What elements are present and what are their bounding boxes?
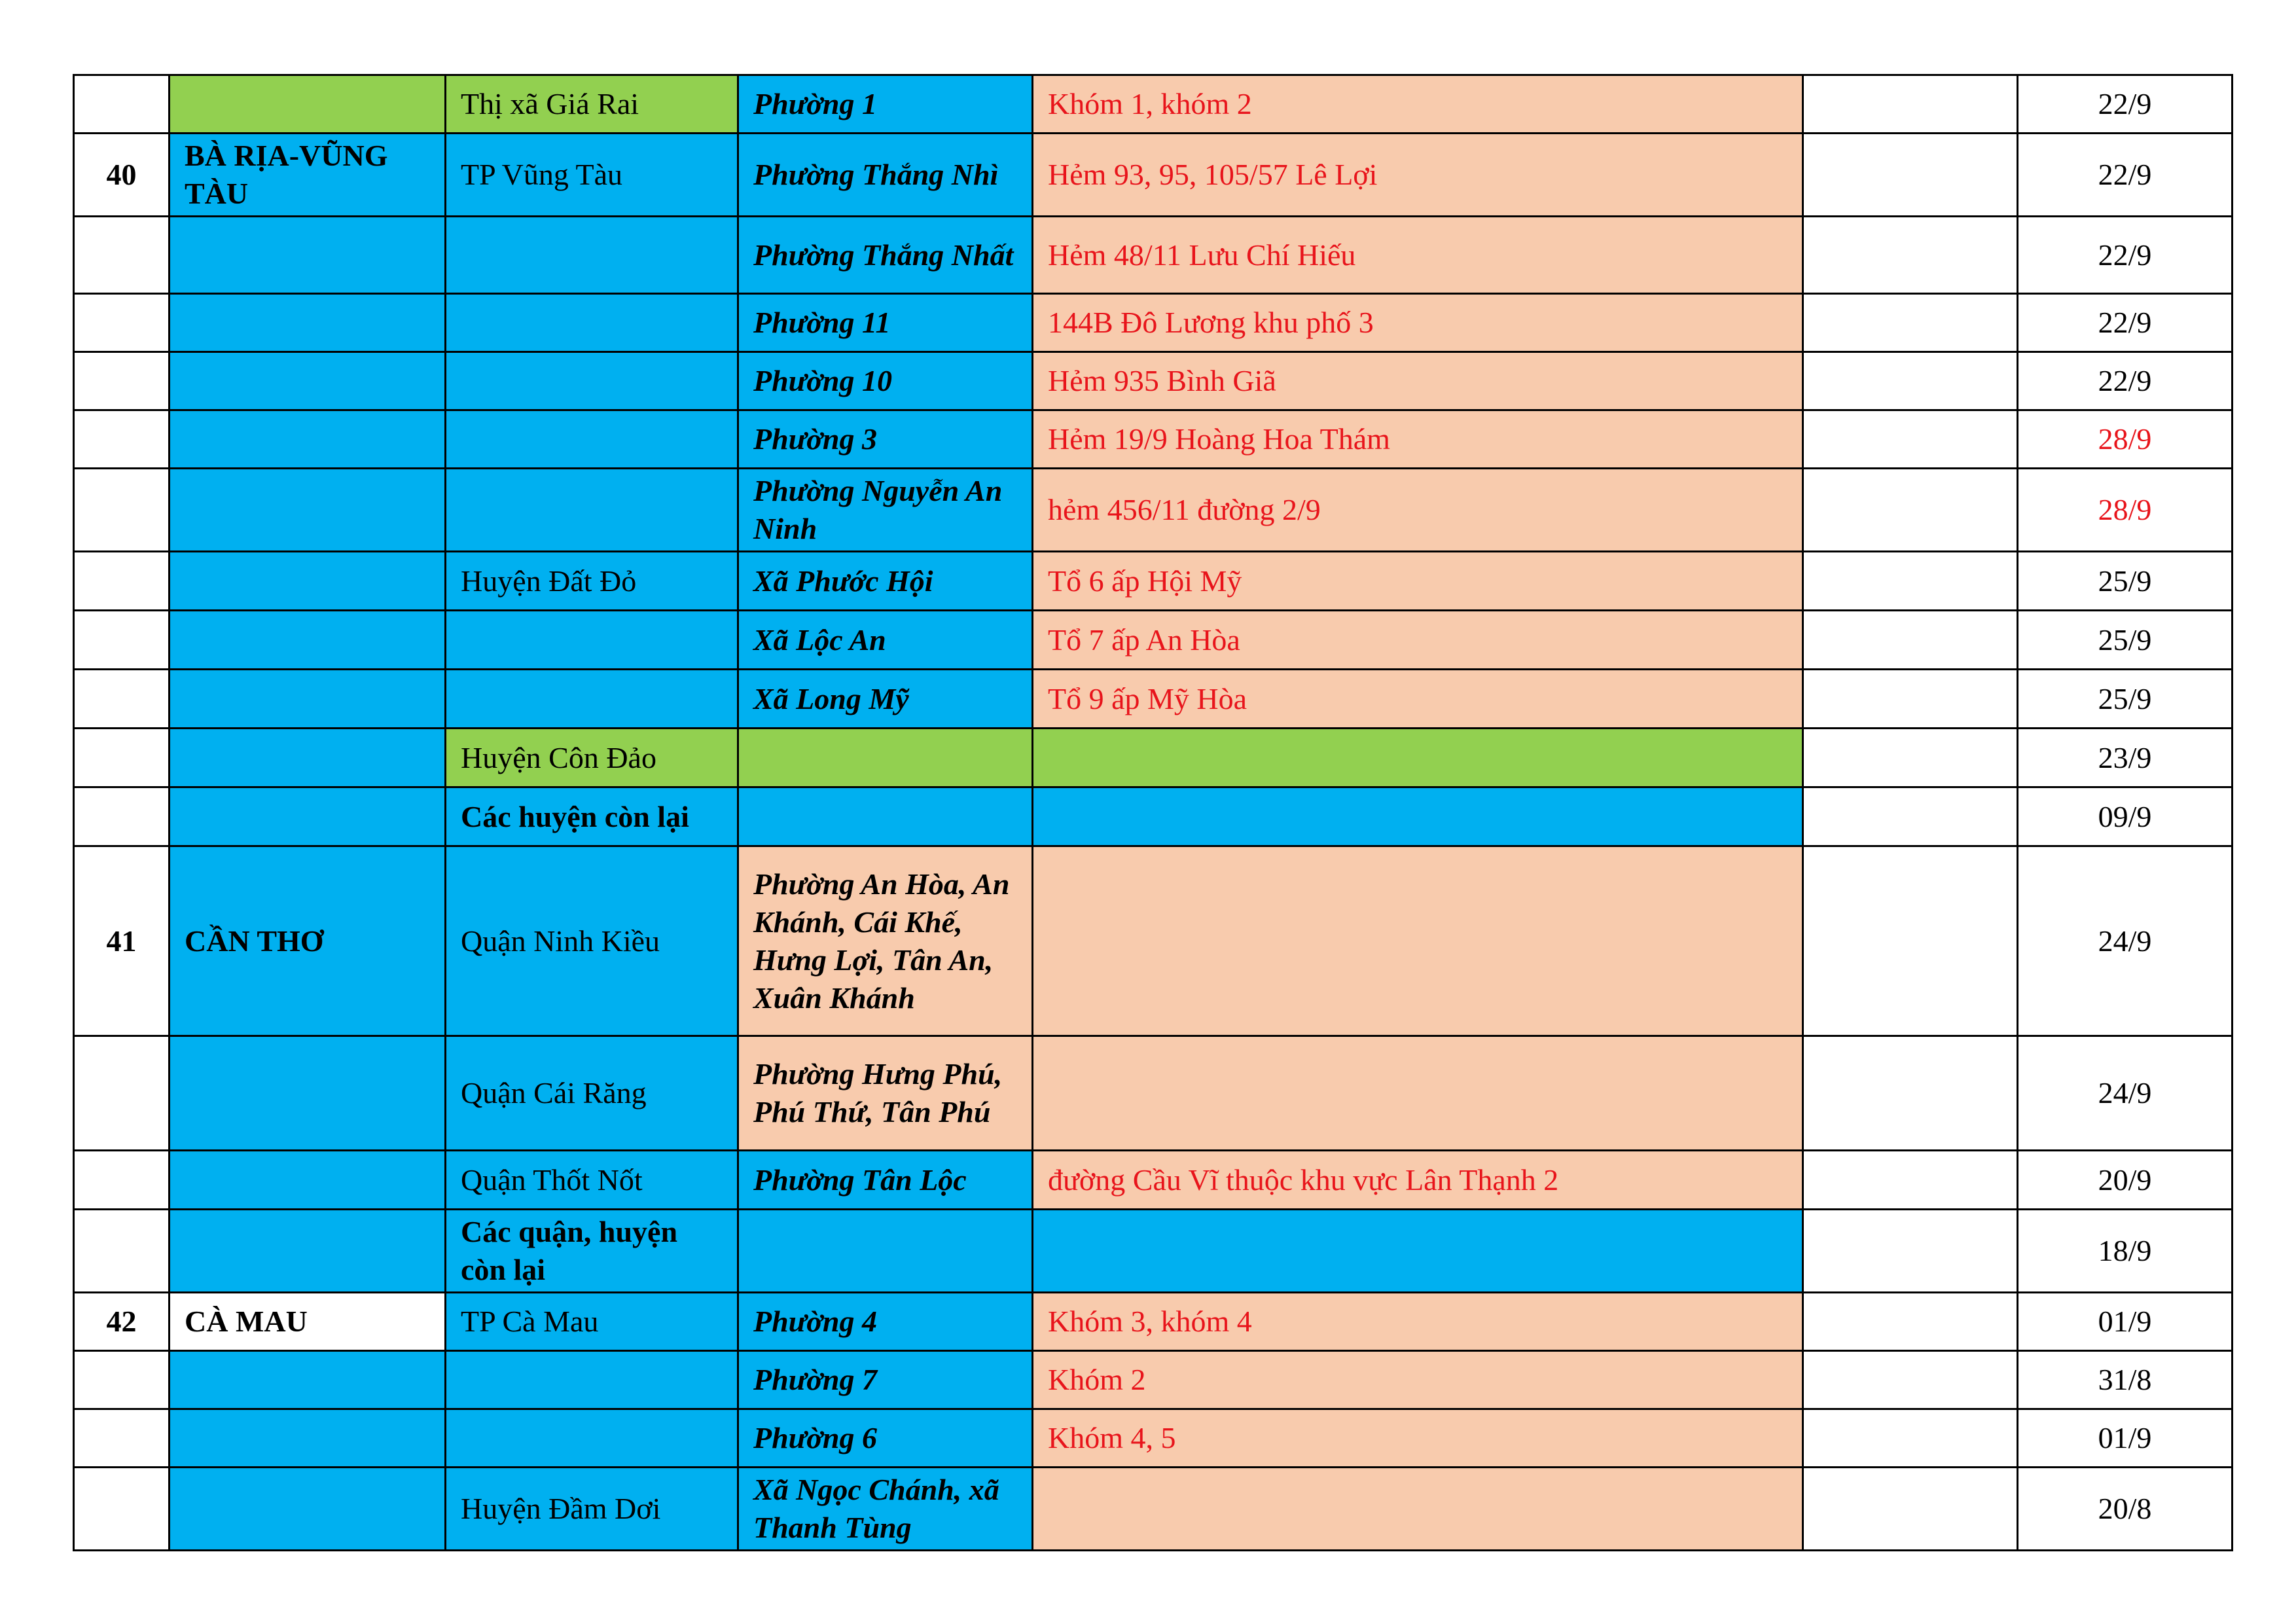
detail-cell: Khóm 2 — [1033, 1351, 1803, 1409]
stt-cell — [74, 1409, 170, 1468]
district-cell: TP Vũng Tàu — [446, 134, 738, 217]
note-cell — [1803, 469, 2018, 552]
stt-cell — [74, 75, 170, 134]
province-cell — [170, 1036, 446, 1151]
table-row — [74, 1468, 2233, 1551]
note-cell — [1803, 294, 2018, 352]
date-cell: 24/9 — [2018, 1036, 2233, 1151]
district-cell — [446, 670, 738, 729]
ward-cell: Phường Hưng Phú, Phú Thứ, Tân Phú — [738, 1036, 1033, 1151]
detail-cell — [1033, 787, 1803, 846]
ward-cell: Phường 11 — [738, 294, 1033, 352]
detail-cell: Hẻm 48/11 Lưu Chí Hiếu — [1033, 217, 1803, 294]
note-cell — [1803, 1293, 2018, 1351]
table-row — [74, 670, 2233, 729]
stt-cell: 41 — [74, 846, 170, 1036]
district-cell: TP Cà Mau — [446, 1293, 738, 1351]
district-cell — [446, 352, 738, 410]
province-cell — [170, 352, 446, 410]
note-cell — [1803, 1151, 2018, 1210]
note-cell — [1803, 729, 2018, 787]
note-cell — [1803, 846, 2018, 1036]
table-row — [74, 729, 2233, 787]
detail-cell — [1033, 1036, 1803, 1151]
date-cell: 20/9 — [2018, 1151, 2233, 1210]
date-cell: 22/9 — [2018, 294, 2233, 352]
province-cell — [170, 410, 446, 469]
detail-cell — [1033, 1468, 1803, 1551]
date-cell: 22/9 — [2018, 134, 2233, 217]
district-cell — [446, 611, 738, 670]
province-cell — [170, 1151, 446, 1210]
note-cell — [1803, 1036, 2018, 1151]
province-cell — [170, 1468, 446, 1551]
stt-cell — [74, 469, 170, 552]
detail-cell — [1033, 846, 1803, 1036]
district-cell: Quận Thốt Nốt — [446, 1151, 738, 1210]
date-cell: 18/9 — [2018, 1210, 2233, 1293]
stt-cell — [74, 352, 170, 410]
date-cell: 22/9 — [2018, 75, 2233, 134]
ward-cell: Phường Thắng Nhì — [738, 134, 1033, 217]
province-cell — [170, 294, 446, 352]
note-cell — [1803, 787, 2018, 846]
ward-cell: Phường Thắng Nhất — [738, 217, 1033, 294]
ward-cell: Phường An Hòa, An Khánh, Cái Khế, Hưng Lợi, Tân An, Xuân Khánh — [738, 846, 1033, 1036]
stt-cell — [74, 1468, 170, 1551]
table-row — [74, 294, 2233, 352]
covid-zones-table — [73, 74, 2233, 1551]
table-row — [74, 75, 2233, 134]
stt-cell — [74, 729, 170, 787]
detail-cell: Khóm 3, khóm 4 — [1033, 1293, 1803, 1351]
ward-cell: Phường Tân Lộc — [738, 1151, 1033, 1210]
table-row — [74, 1210, 2233, 1293]
note-cell — [1803, 670, 2018, 729]
date-cell: 31/8 — [2018, 1351, 2233, 1409]
province-cell: CẦN THƠ — [170, 846, 446, 1036]
date-cell: 24/9 — [2018, 846, 2233, 1036]
detail-cell: Khóm 4, 5 — [1033, 1409, 1803, 1468]
stt-cell — [74, 552, 170, 611]
date-cell: 23/9 — [2018, 729, 2233, 787]
table-row — [74, 787, 2233, 846]
table-row — [74, 352, 2233, 410]
date-cell: 22/9 — [2018, 352, 2233, 410]
ward-cell: Phường 10 — [738, 352, 1033, 410]
date-cell: 28/9 — [2018, 410, 2233, 469]
district-cell — [446, 294, 738, 352]
date-cell: 01/9 — [2018, 1293, 2233, 1351]
ward-cell — [738, 1210, 1033, 1293]
stt-cell — [74, 217, 170, 294]
province-cell — [170, 75, 446, 134]
detail-cell: Hẻm 19/9 Hoàng Hoa Thám — [1033, 410, 1803, 469]
table-row — [74, 410, 2233, 469]
detail-cell: Tổ 7 ấp An Hòa — [1033, 611, 1803, 670]
date-cell: 22/9 — [2018, 217, 2233, 294]
note-cell — [1803, 410, 2018, 469]
table-row — [74, 1036, 2233, 1151]
date-cell: 01/9 — [2018, 1409, 2233, 1468]
date-cell: 09/9 — [2018, 787, 2233, 846]
stt-cell — [74, 787, 170, 846]
detail-cell: 144B Đô Lương khu phố 3 — [1033, 294, 1803, 352]
date-cell: 25/9 — [2018, 611, 2233, 670]
ward-cell: Phường Nguyễn An Ninh — [738, 469, 1033, 552]
date-cell: 25/9 — [2018, 670, 2233, 729]
note-cell — [1803, 1210, 2018, 1293]
stt-cell — [74, 611, 170, 670]
detail-cell — [1033, 729, 1803, 787]
stt-cell: 42 — [74, 1293, 170, 1351]
detail-cell: hẻm 456/11 đường 2/9 — [1033, 469, 1803, 552]
district-cell: Huyện Đầm Dơi — [446, 1468, 738, 1551]
date-cell: 28/9 — [2018, 469, 2233, 552]
province-cell — [170, 469, 446, 552]
table-row — [74, 134, 2233, 217]
district-cell: Huyện Côn Đảo — [446, 729, 738, 787]
stt-cell: 40 — [74, 134, 170, 217]
ward-cell: Phường 3 — [738, 410, 1033, 469]
detail-cell: Tổ 9 ấp Mỹ Hòa — [1033, 670, 1803, 729]
province-cell: BÀ RỊA-VŨNG TÀU — [170, 134, 446, 217]
stt-cell — [74, 1351, 170, 1409]
note-cell — [1803, 1409, 2018, 1468]
province-cell — [170, 787, 446, 846]
stt-cell — [74, 294, 170, 352]
table-row — [74, 846, 2233, 1036]
ward-cell: Xã Lộc An — [738, 611, 1033, 670]
province-cell — [170, 1210, 446, 1293]
note-cell — [1803, 1351, 2018, 1409]
ward-cell: Phường 6 — [738, 1409, 1033, 1468]
ward-cell — [738, 729, 1033, 787]
district-cell: Quận Cái Răng — [446, 1036, 738, 1151]
province-cell — [170, 611, 446, 670]
stt-cell — [74, 1036, 170, 1151]
district-cell: Huyện Đất Đỏ — [446, 552, 738, 611]
date-cell: 20/8 — [2018, 1468, 2233, 1551]
table-row — [74, 217, 2233, 294]
stt-cell — [74, 410, 170, 469]
district-cell: Quận Ninh Kiều — [446, 846, 738, 1036]
table-row — [74, 611, 2233, 670]
note-cell — [1803, 217, 2018, 294]
district-cell: Các quận, huyện còn lại — [446, 1210, 738, 1293]
province-cell — [170, 1409, 446, 1468]
district-cell — [446, 469, 738, 552]
district-cell — [446, 1409, 738, 1468]
province-cell — [170, 670, 446, 729]
note-cell — [1803, 552, 2018, 611]
ward-cell: Xã Ngọc Chánh, xã Thanh Tùng — [738, 1468, 1033, 1551]
table-row — [74, 1351, 2233, 1409]
province-cell: CÀ MAU — [170, 1293, 446, 1351]
stt-cell — [74, 1210, 170, 1293]
ward-cell: Phường 7 — [738, 1351, 1033, 1409]
district-cell — [446, 1351, 738, 1409]
district-cell: Thị xã Giá Rai — [446, 75, 738, 134]
province-cell — [170, 1351, 446, 1409]
note-cell — [1803, 352, 2018, 410]
detail-cell: Tổ 6 ấp Hội Mỹ — [1033, 552, 1803, 611]
note-cell — [1803, 75, 2018, 134]
province-cell — [170, 729, 446, 787]
note-cell — [1803, 134, 2018, 217]
table-row — [74, 1409, 2233, 1468]
province-cell — [170, 217, 446, 294]
detail-cell: Khóm 1, khóm 2 — [1033, 75, 1803, 134]
district-cell — [446, 217, 738, 294]
note-cell — [1803, 611, 2018, 670]
province-cell — [170, 552, 446, 611]
detail-cell: Hẻm 93, 95, 105/57 Lê Lợi — [1033, 134, 1803, 217]
ward-cell: Phường 4 — [738, 1293, 1033, 1351]
table-row — [74, 1151, 2233, 1210]
detail-cell: Hẻm 935 Bình Giã — [1033, 352, 1803, 410]
ward-cell — [738, 787, 1033, 846]
ward-cell: Xã Phước Hội — [738, 552, 1033, 611]
district-cell: Các huyện còn lại — [446, 787, 738, 846]
table-row — [74, 1293, 2233, 1351]
stt-cell — [74, 670, 170, 729]
district-cell — [446, 410, 738, 469]
ward-cell: Xã Long Mỹ — [738, 670, 1033, 729]
detail-cell: đường Cầu Vĩ thuộc khu vực Lân Thạnh 2 — [1033, 1151, 1803, 1210]
table-row — [74, 469, 2233, 552]
stt-cell — [74, 1151, 170, 1210]
detail-cell — [1033, 1210, 1803, 1293]
table-row — [74, 552, 2233, 611]
ward-cell: Phường 1 — [738, 75, 1033, 134]
date-cell: 25/9 — [2018, 552, 2233, 611]
note-cell — [1803, 1468, 2018, 1551]
